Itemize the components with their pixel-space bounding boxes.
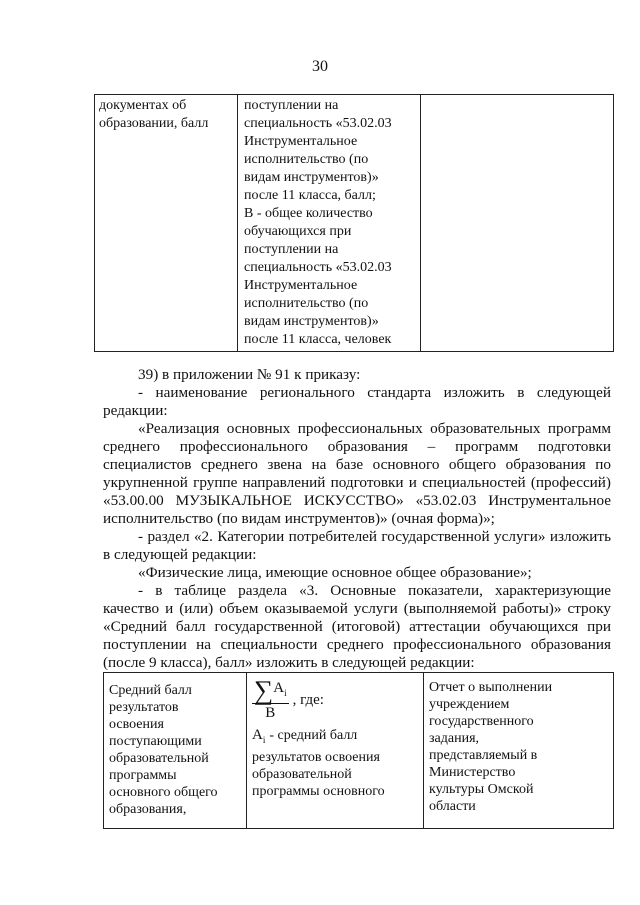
cell-line: специальность «53.02.03 [244, 116, 392, 131]
cell-line: задания, [429, 731, 480, 746]
cell-line: документах об [99, 98, 187, 113]
cell-line: образования, [109, 802, 187, 817]
paragraph: «Физические лица, имеющие основное общее образование»; [138, 564, 532, 581]
cell-line: поступлении на [244, 98, 339, 113]
cell-line: образовании, балл [99, 116, 209, 131]
page-number: 30 [312, 58, 328, 75]
table-bottom-col1 [104, 673, 247, 829]
table-top [94, 94, 614, 352]
cell-line: области [429, 799, 476, 814]
paragraph: - наименование регионального стандарта изложить в следующей редакции: [103, 384, 611, 419]
cell-line: после 11 класса, балл; [244, 188, 376, 203]
cell-line: Инструментальное [244, 134, 358, 149]
cell-line: освоения [109, 717, 164, 732]
table-bottom [103, 672, 614, 829]
cell-line: представляемый в [429, 748, 538, 763]
body-text [103, 366, 611, 672]
fraction-denominator: B [265, 705, 276, 721]
ai-symbol: A [252, 727, 263, 743]
sigma-symbol: ∑ [254, 675, 274, 705]
cell-line: образовательной [252, 767, 352, 782]
cell-line: поступающими [109, 734, 202, 749]
cell-line: результатов освоения [252, 750, 380, 765]
table-top-col3 [421, 95, 614, 352]
ai-definition [252, 727, 418, 749]
cell-line: образовательной [109, 751, 209, 766]
fraction-numerator [252, 675, 289, 705]
ai-desc: - средний балл [269, 728, 358, 743]
cell-line: Министерство [429, 765, 516, 780]
cell-line: исполнительство (по [244, 296, 369, 311]
cell-line: культуры Омской [429, 782, 534, 797]
cell-line: основного общего [109, 785, 218, 800]
paragraph: «Реализация основных профессиональных образовательных программ среднего профессионального образования – программ подготовки специалистов среднего звена на базе основного общего образования по укрупненной группе направлений подготовки и специальностей (профессий) «53.00.00 МУЗЫКАЛЬНОЕ ИСКУССТВО» «53.02.03 Инструментальное исполнительство (по видам инструментов)» (очная форма)»; [103, 420, 611, 527]
cell-line: специальность «53.02.03 [244, 260, 392, 275]
numerator-sub: i [284, 688, 287, 698]
ai-sub: i [262, 735, 266, 745]
table-row [95, 95, 614, 352]
cell-line: государственного [429, 714, 534, 729]
cell-line: учреждением [429, 697, 510, 712]
table-row [104, 673, 614, 829]
numerator-var: A [273, 680, 285, 696]
paragraph: - в таблице раздела «3. Основные показатели, характеризующие качество и (или) объем оказываемой услуги (выполняемой работы)» строку «Средний балл государственной (итоговой) аттестации обучающихся при поступлении на специальности среднего профессионального образования (после 9 класса), балл» изложить в следующей редакции: [103, 582, 611, 671]
paragraph: - раздел «2. Категории потребителей государственной услуги» изложить в следующей редакции: [103, 528, 611, 563]
table-top-col1 [95, 95, 238, 352]
formula-where: , где: [292, 691, 324, 708]
cell-line: поступлении на [244, 242, 339, 257]
cell-line: видам инструментов)» [244, 314, 379, 329]
cell-line: видам инструментов)» [244, 170, 379, 185]
table-bottom-col3 [424, 673, 614, 829]
cell-line: исполнительство (по [244, 152, 369, 167]
cell-line: Инструментальное [244, 278, 358, 293]
cell-line: после 11 класса, человек [244, 332, 392, 347]
cell-line: В - общее количество [244, 206, 373, 221]
cell-line: результатов [109, 700, 179, 715]
table-top-col2 [238, 95, 421, 352]
formula [252, 677, 418, 723]
fraction [252, 675, 289, 722]
cell-line: программы [109, 768, 177, 783]
cell-line: обучающихся при [244, 224, 352, 239]
paragraph: 39) в приложении № 91 к приказу: [138, 366, 361, 383]
cell-line: Средний балл [109, 683, 192, 698]
table-bottom-col2 [247, 673, 424, 829]
cell-line: Отчет о выполнении [429, 680, 553, 695]
cell-line: программы основного [252, 784, 385, 799]
